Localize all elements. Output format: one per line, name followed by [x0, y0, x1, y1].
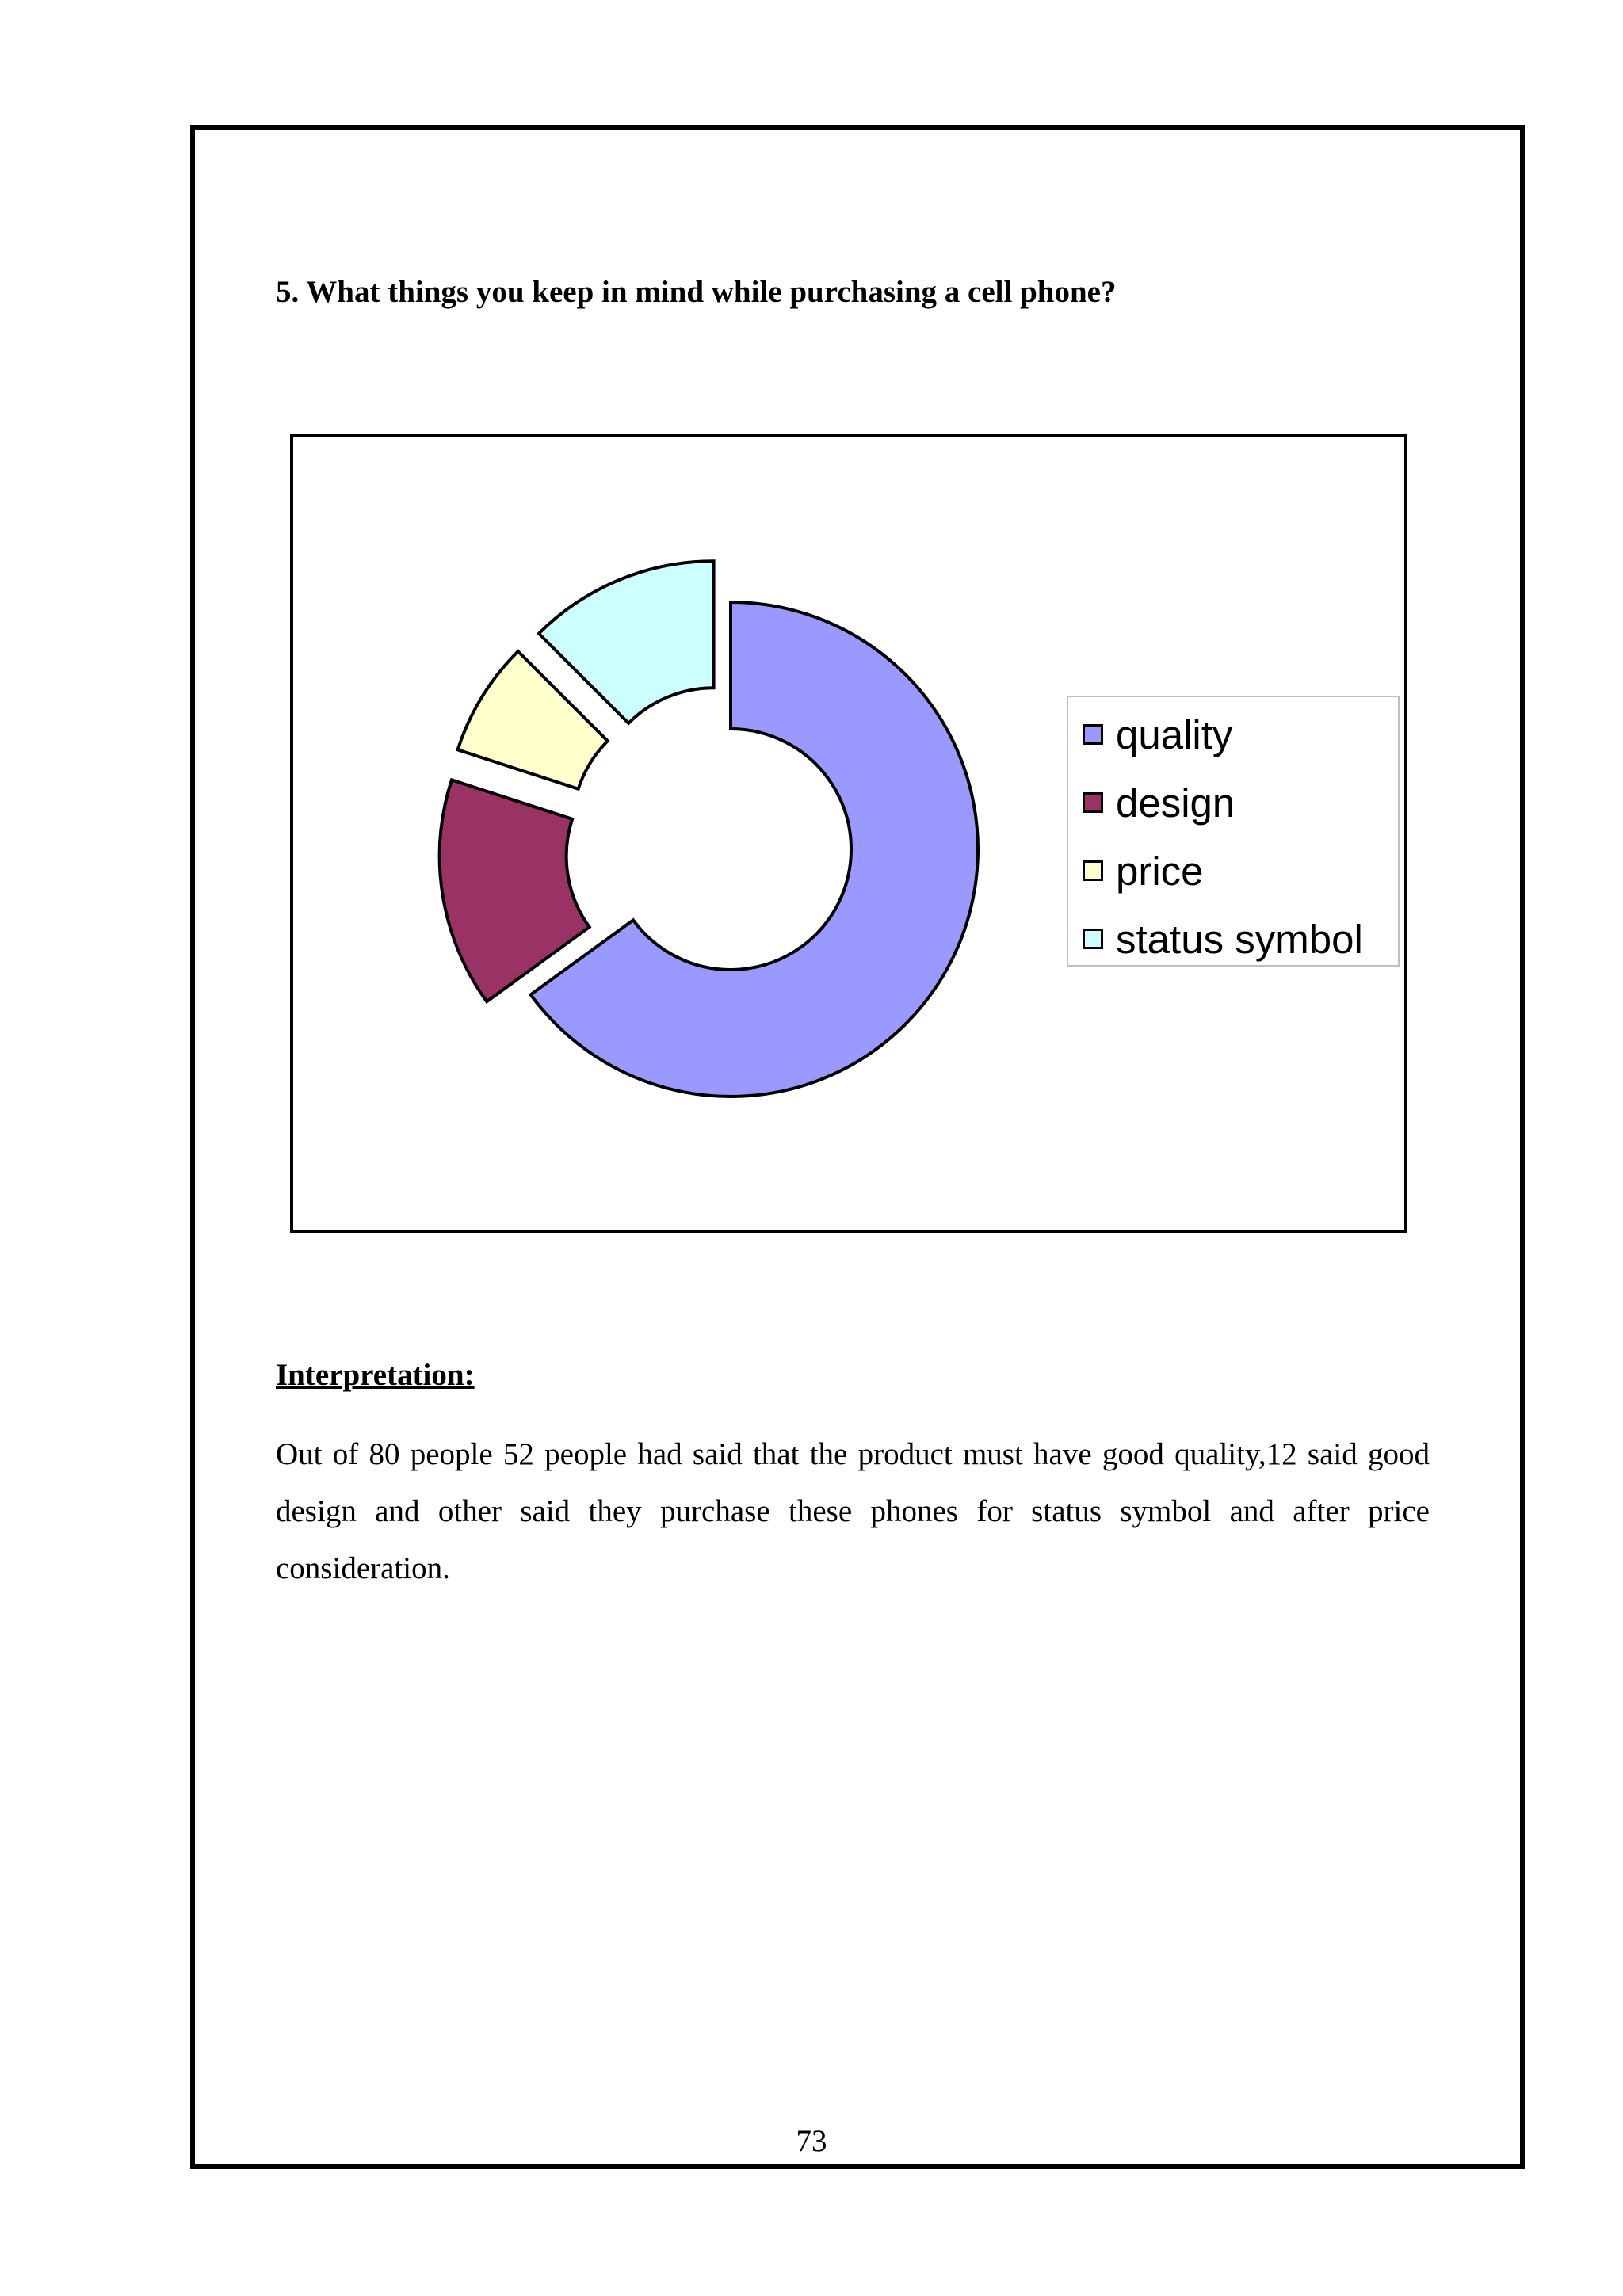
chart-legend: [1067, 696, 1400, 967]
interpretation-heading: Interpretation:: [276, 1358, 475, 1392]
legend-label-status-symbol: status symbol: [1116, 916, 1363, 962]
legend-item-design: [1083, 769, 1235, 837]
legend-item-status-symbol: [1083, 905, 1363, 973]
legend-item-price: [1083, 837, 1204, 905]
legend-swatch-quality: [1083, 724, 1103, 745]
legend-swatch-status-symbol: [1083, 929, 1103, 949]
page-number: 73: [796, 2124, 827, 2158]
legend-item-quality: [1083, 700, 1232, 769]
chart-area: [290, 434, 1407, 1233]
legend-label-quality: quality: [1116, 711, 1233, 757]
legend-swatch-price: [1083, 860, 1103, 881]
legend-swatch-design: [1083, 792, 1103, 813]
legend-label-price: price: [1116, 848, 1204, 894]
question-heading: 5. What things you keep in mind while purchasing a cell phone?: [276, 275, 1117, 309]
interpretation-text: Out of 80 people 52 people had said that the product must have good quality,12 said good design and other said they purchase these phones for status symbol and after price consideration.: [276, 1437, 1430, 1585]
legend-label-design: design: [1116, 780, 1235, 826]
